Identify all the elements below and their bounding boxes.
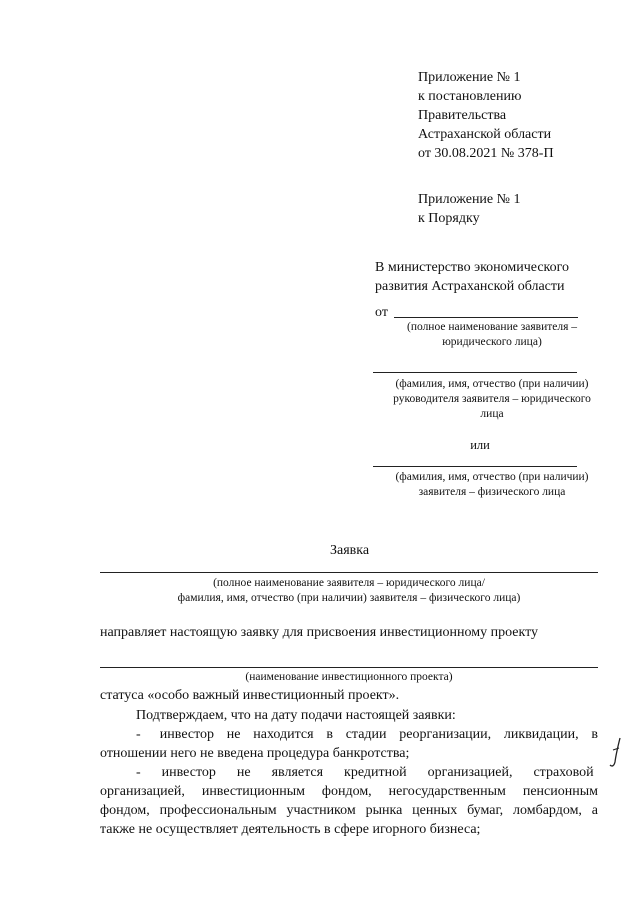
hint-head bbox=[366, 377, 618, 422]
hint-org-line-1: (полное наименование заявителя – bbox=[406, 321, 578, 333]
appendix-line-1: Приложение № 1 bbox=[418, 70, 521, 85]
hint-person bbox=[366, 470, 618, 500]
item-1-line-2: отношении него не введена процедура банкротства; bbox=[100, 746, 410, 761]
from-blank-line bbox=[394, 317, 578, 318]
item-2-line-2: организацией, инвестиционным фондом, негосударственным пенсионным bbox=[100, 784, 598, 799]
or-label: или bbox=[470, 438, 490, 452]
item-2-line-4: также не осуществляет деятельность в сфере игорного бизнеса; bbox=[100, 822, 481, 837]
hint-org-line-2: юридического лица) bbox=[442, 336, 542, 348]
sends-text: направляет настоящую заявку для присвоения инвестиционному проекту bbox=[100, 625, 539, 640]
appendix-line-4: Астраханской области bbox=[418, 127, 552, 142]
hint-person-line-1: (фамилия, имя, отчество (при наличии) bbox=[395, 471, 589, 483]
item-1-line-1: - инвестор не находится в стадии реорганизации, ликвидации, в bbox=[136, 727, 598, 742]
order-line-2: к Порядку bbox=[418, 211, 480, 226]
application-title: Заявка bbox=[330, 543, 370, 558]
appendix-line-3: Правительства bbox=[418, 108, 507, 123]
head-blank-line bbox=[373, 372, 577, 373]
item-2-line-3: фондом, профессиональным участником рынка ценных бумаг, ломбардом, а bbox=[100, 803, 598, 818]
confirm-text: Подтверждаем, что на дату подачи настоящей заявки: bbox=[136, 708, 456, 723]
addressee bbox=[375, 258, 569, 296]
hint-applicant-line-1: (полное наименование заявителя – юридического лица/ bbox=[213, 577, 485, 589]
project-blank-line bbox=[100, 667, 598, 668]
hint-applicant bbox=[100, 576, 598, 606]
order-line-1: Приложение № 1 bbox=[418, 192, 521, 207]
person-blank-line bbox=[373, 466, 577, 467]
addressee-line-1: В министерство экономического bbox=[375, 260, 570, 275]
hint-applicant-line-2: фамилия, имя, отчество (при наличии) заявителя – физического лица) bbox=[177, 592, 521, 604]
hint-org bbox=[372, 320, 612, 350]
hint-person-line-2: заявителя – физического лица bbox=[418, 486, 566, 498]
hint-project: (наименование инвестиционного проекта) bbox=[245, 671, 453, 683]
hint-head-line-1: (фамилия, имя, отчество (при наличии) bbox=[395, 378, 589, 390]
status-text: статуса «особо важный инвестиционный проект». bbox=[100, 688, 400, 703]
appendix-line-2: к постановлению bbox=[418, 89, 522, 104]
hint-head-line-2: руководителя заявителя – юридического bbox=[393, 393, 591, 405]
appendix-line-5: от 30.08.2021 № 378-П bbox=[418, 146, 554, 161]
hint-head-line-3: лица bbox=[480, 408, 504, 420]
appendix-header bbox=[418, 68, 554, 163]
applicant-blank-line bbox=[100, 572, 598, 573]
item-2-line-1: - инвестор не является кредитной организацией, страховой bbox=[136, 765, 594, 780]
order-header bbox=[418, 190, 521, 228]
addressee-line-2: развития Астраханской области bbox=[375, 279, 565, 294]
handwritten-mark-icon bbox=[608, 736, 624, 770]
from-label: от bbox=[375, 305, 388, 320]
